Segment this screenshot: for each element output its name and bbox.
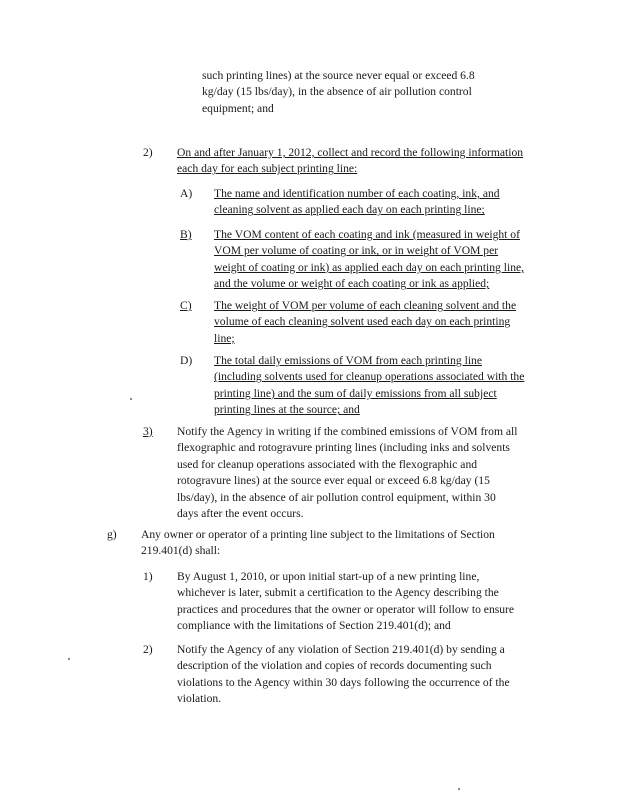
item-g-paragraph <box>141 527 495 560</box>
text-line: VOM per volume of coating or ink, or in weight of VOM per <box>214 244 499 258</box>
text-line: printing line) and the sum of daily emissions from all subject <box>214 386 497 400</box>
scan-speck <box>458 788 460 790</box>
text-line: equipment; and <box>202 101 274 115</box>
text-line: description of the violation and copies of records documenting such <box>177 659 492 673</box>
item-2-paragraph <box>177 145 523 178</box>
item-g2-paragraph <box>177 642 510 708</box>
item-number: 3) <box>143 425 153 438</box>
text-line: weight of coating or ink) as applied each day on each printing line, <box>214 260 525 274</box>
text-line: kg/day (15 lbs/day), in the absence of air pollution control <box>202 85 472 99</box>
text-line: violation. <box>177 692 222 706</box>
text-line: volume of each cleaning solvent used each day on each printing <box>214 315 511 329</box>
continuation-paragraph <box>202 68 475 117</box>
item-d-paragraph <box>214 353 524 419</box>
text-line: compliance with the limitations of Section 219.401(d); and <box>177 619 451 633</box>
item-3-paragraph <box>177 424 517 522</box>
text-line: Any owner or operator of a printing line subject to the limitations of Section <box>141 528 495 541</box>
item-letter: C) <box>180 299 192 312</box>
item-letter: D) <box>180 354 193 367</box>
text-line: The name and identification number of each coating, ink, and <box>214 187 500 200</box>
text-line: The weight of VOM per volume of each cleaning solvent and the <box>214 299 517 312</box>
text-line: and the volume or weight of each coating or ink as applied; <box>214 277 490 291</box>
text-line: whichever is later, submit a certification to the Agency describing the <box>177 586 499 600</box>
text-line: each day for each subject printing line: <box>177 162 358 176</box>
text-line: 219.401(d) shall: <box>141 544 221 558</box>
item-c-paragraph <box>214 298 516 347</box>
text-line: Notify the Agency in writing if the combined emissions of VOM from all <box>177 425 518 438</box>
text-line: practices and procedures that the owner or operator will follow to ensure <box>177 602 515 616</box>
text-line: The VOM content of each coating and ink (measured in weight of <box>214 228 520 241</box>
item-number: 2) <box>143 146 153 159</box>
text-line: line; <box>214 331 235 345</box>
text-line: rotogravure lines) at the source ever equal or exceed 6.8 kg/day (15 <box>177 474 490 488</box>
text-line: such printing lines) at the source never equal or exceed 6.8 <box>202 69 475 82</box>
scan-speck <box>130 398 132 400</box>
item-letter: B) <box>180 228 192 241</box>
item-b-paragraph <box>214 227 524 293</box>
item-number: 1) <box>143 570 153 583</box>
text-line: cleaning solvent as applied each day on each printing line; <box>214 203 485 217</box>
scan-speck <box>68 658 70 660</box>
item-g1-paragraph <box>177 569 514 635</box>
text-line: used for cleanup operations associated with the flexographic and <box>177 457 478 471</box>
text-line: By August 1, 2010, or upon initial start-up of a new printing line, <box>177 570 480 583</box>
text-line: days after the event occurs. <box>177 507 304 521</box>
text-line: violations to the Agency within 30 days following the occurrence of the <box>177 675 510 689</box>
text-line: flexographic and rotogravure printing lines (including inks and solvents <box>177 441 510 455</box>
item-letter: g) <box>107 528 117 541</box>
text-line: (including solvents used for cleanup operations associated with the <box>214 370 525 384</box>
item-letter: A) <box>180 187 193 200</box>
text-line: printing lines at the source; and <box>214 403 360 417</box>
text-line: lbs/day), in the absence of air pollution control equipment, within 30 <box>177 490 496 504</box>
text-line: The total daily emissions of VOM from each printing line <box>214 354 483 367</box>
text-line: Notify the Agency of any violation of Section 219.401(d) by sending a <box>177 643 505 656</box>
item-a-paragraph <box>214 186 500 219</box>
item-number: 2) <box>143 643 153 656</box>
text-line: On and after January 1, 2012, collect and record the following information <box>177 146 524 159</box>
